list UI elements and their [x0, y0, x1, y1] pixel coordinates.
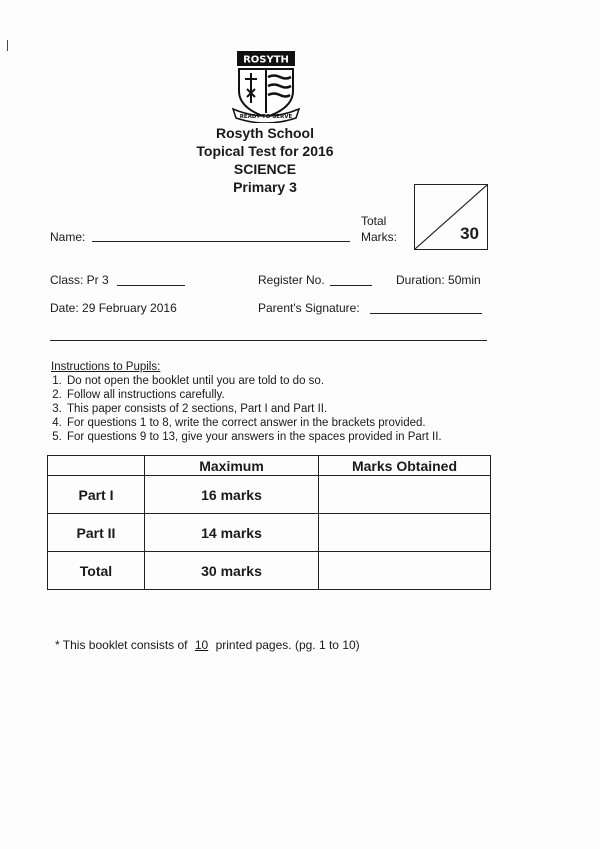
subject-title: SCIENCE [233, 161, 297, 177]
instruction-item: 3. This paper consists of 2 sections, Part I and Part II. [65, 402, 491, 416]
marks-table-header-row [48, 456, 491, 476]
test-title: Topical Test for 2016 [196, 143, 334, 159]
part-cell: Part II [48, 514, 145, 552]
marks-obtained-cell[interactable] [319, 514, 491, 552]
part-cell: Part I [48, 476, 145, 514]
instruction-item: 5. For questions 9 to 13, give your answers in the spaces provided in Part II. [65, 430, 491, 444]
marks-obtained-cell[interactable] [319, 552, 491, 590]
name-field[interactable] [92, 241, 350, 242]
page-count: 10 [194, 638, 209, 652]
table-row [48, 552, 491, 590]
maximum-cell: 14 marks [145, 514, 319, 552]
svg-text:ROSYTH: ROSYTH [243, 54, 289, 66]
total-marks-box [414, 184, 488, 250]
scan-mark [7, 40, 8, 51]
marks-obtained-cell[interactable] [319, 476, 491, 514]
header-cell-part [48, 456, 145, 476]
svg-text:READY TO SERVE: READY TO SERVE [239, 114, 293, 120]
instructions [51, 360, 491, 444]
instruction-item: 2. Follow all instructions carefully. [65, 388, 491, 402]
level-title: Primary 3 [233, 179, 297, 195]
table-row [48, 514, 491, 552]
part-cell: Total [48, 552, 145, 590]
booklet-note-prefix: * This booklet consists of [55, 638, 188, 652]
table-row [48, 476, 491, 514]
parent-signature-label: Parent's Signature: [258, 301, 360, 315]
parent-signature-field[interactable] [370, 313, 482, 314]
booklet-note-suffix: printed pages. (pg. 1 to 10) [215, 638, 360, 652]
instruction-item: 1. Do not open the booklet until you are told to do so. [65, 374, 491, 388]
date-text: Date: 29 February 2016 [50, 301, 177, 315]
total-marks-label-line2: Marks: [361, 230, 397, 244]
class-field[interactable] [117, 285, 185, 286]
maximum-cell: 30 marks [145, 552, 319, 590]
header-cell-marks-obtained: Marks Obtained [319, 456, 491, 476]
separator-line [50, 340, 487, 341]
register-label: Register No. [258, 273, 325, 287]
booklet-note [55, 638, 360, 652]
total-marks-value: 30 [460, 224, 479, 243]
instructions-heading: Instructions to Pupils: [51, 361, 161, 373]
school-name: Rosyth School [215, 125, 314, 141]
register-field[interactable] [330, 285, 372, 286]
duration-text: Duration: 50min [396, 273, 481, 287]
class-label: Class: Pr 3 [50, 273, 109, 287]
name-label: Name: [50, 230, 86, 244]
header-cell-maximum: Maximum [145, 456, 319, 476]
marks-table [47, 455, 491, 590]
instructions-list [51, 374, 491, 444]
school-crest-logo [231, 47, 301, 123]
maximum-cell: 16 marks [145, 476, 319, 514]
instruction-item: 4. For questions 1 to 8, write the correct answer in the brackets provided. [65, 416, 491, 430]
total-marks-label-line1: Total [361, 214, 387, 228]
